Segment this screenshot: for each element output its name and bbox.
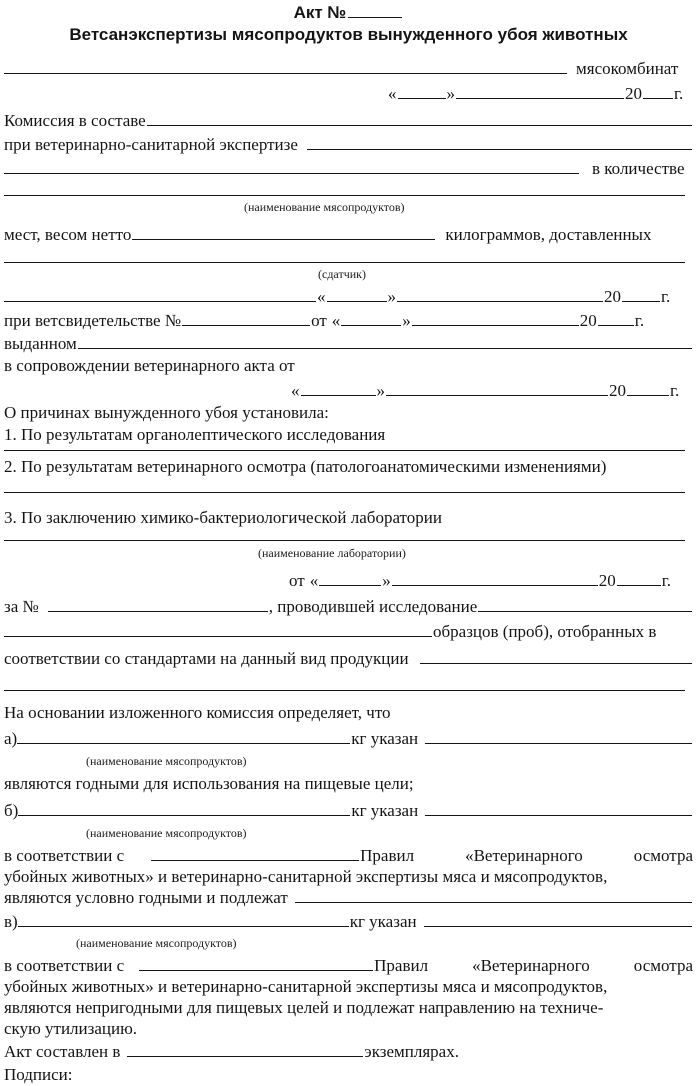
date-year-suffix: г.: [661, 571, 672, 590]
date-close-quote: »: [446, 84, 455, 103]
standards-field[interactable]: [420, 663, 692, 664]
certificate-date-day-field[interactable]: [341, 325, 401, 326]
drawn-up-row: [4, 1041, 693, 1063]
date-open-quote: «: [309, 571, 319, 590]
samples-label: образцов (проб), отобранных в: [433, 622, 657, 641]
act-date-month-field[interactable]: [456, 98, 624, 99]
rules-cont-c-row: [4, 976, 693, 998]
rules-start-label: Правил «Ветеринарного осмотра: [360, 846, 693, 865]
meat-plant-row: [4, 58, 693, 80]
caption-products-3: (наименование мясопродуктов): [86, 826, 247, 840]
item1-row: [4, 424, 693, 446]
commission-field[interactable]: [147, 125, 692, 126]
conditional-label: являются условно годными и подлежат: [4, 888, 288, 907]
vet-act-date-year-field[interactable]: [627, 395, 669, 396]
basis-row: [4, 702, 693, 724]
item1-label: 1. По результатам органолептического исследования: [4, 425, 386, 444]
decision-a-row: [4, 728, 693, 750]
issued-label: выданном: [4, 334, 77, 353]
decision-a-label: а): [4, 729, 18, 748]
rules-start-label: Правил «Ветеринарного осмотра: [374, 956, 693, 975]
sender-date-day-field[interactable]: [327, 301, 387, 302]
date-open-quote: «: [388, 84, 397, 103]
unfit-row: [4, 997, 693, 1019]
copies-label: экземплярах.: [364, 1042, 459, 1061]
date-year-suffix: г.: [661, 287, 671, 306]
signatures-row: [4, 1064, 693, 1086]
item2-label: 2. По результатам ветеринарного осмотра (патологоанатомическими изменениями): [4, 457, 607, 476]
weight-row: [4, 224, 693, 246]
decision-b-rules-field[interactable]: [151, 860, 359, 861]
products-field[interactable]: [4, 195, 685, 196]
research-field[interactable]: [478, 611, 692, 612]
commission-row: [4, 110, 693, 132]
rules-cont-label: убойных животных» и ветеринарно-санитарной экспертизы мяса и мясопродуктов,: [4, 977, 608, 996]
unfit-label: являются непригодными для пищевых целей и подлежат направлению на техниче-: [4, 998, 604, 1017]
meat-plant-field[interactable]: [4, 73, 567, 74]
meat-plant-label: мясокомбинат: [576, 59, 679, 78]
caption-products-4: (наименование мясопродуктов): [76, 936, 237, 950]
caption-products-1: (наименование мясопродуктов): [244, 200, 405, 214]
certificate-label: при ветсвидетельстве №: [4, 311, 182, 330]
in-accordance-label: в соответствии с: [4, 846, 125, 865]
quantity-label: в количестве: [592, 159, 685, 178]
from-label: от: [289, 571, 305, 590]
date-year-prefix: 20: [598, 571, 616, 590]
lab-number-field[interactable]: [48, 611, 268, 612]
sender-field[interactable]: [4, 262, 685, 263]
reasons-heading: О причинах вынужденного убоя установила:: [4, 403, 329, 422]
lab-name-field[interactable]: [4, 540, 685, 541]
accordance-b-row: [4, 845, 693, 867]
certificate-date-year-field[interactable]: [598, 325, 634, 326]
certificate-row: [4, 310, 693, 332]
utilization-label: скую утилизацию.: [4, 1019, 138, 1038]
kg-indicated-label: кг указан: [349, 912, 417, 931]
date-close-quote: »: [376, 381, 385, 400]
vet-act-date-day-field[interactable]: [301, 395, 376, 396]
in-accordance-label: в соответствии с: [4, 956, 125, 975]
act-date-day-field[interactable]: [398, 98, 446, 99]
samples-row: [4, 621, 693, 643]
conditional-row: [4, 887, 693, 909]
decision-c-row: [4, 911, 693, 933]
act-title: Акт №: [293, 3, 347, 22]
standards-label: соответствии со стандартами на данный вид продукции: [4, 649, 409, 668]
sender-date-month-field[interactable]: [397, 301, 603, 302]
conducted-label: , проводившей исследование: [268, 597, 478, 616]
conditional-field[interactable]: [295, 902, 692, 903]
quantity-field[interactable]: [4, 173, 579, 174]
date-year-suffix: г.: [670, 381, 680, 400]
quantity-row: [4, 158, 693, 180]
act-title-line: [0, 3, 697, 23]
item3-label: 3. По заключению химико-бактериологической лаборатории: [4, 508, 442, 527]
fit-label: являются годными для использования на пищевые цели;: [4, 774, 414, 793]
date-open-quote: «: [317, 287, 326, 306]
reasons-row: [4, 402, 693, 424]
date-close-quote: »: [402, 311, 411, 330]
standards-row: [4, 648, 693, 670]
issued-field[interactable]: [78, 348, 692, 349]
commission-label: Комиссия в составе: [4, 111, 146, 130]
date-year-prefix: 20: [625, 84, 642, 103]
expertise-label: при ветеринарно-санитарной экспертизе: [4, 135, 298, 154]
signatures-label: Подписи:: [4, 1065, 73, 1084]
lab-date-day-field[interactable]: [319, 585, 381, 586]
lab-date-row: [4, 570, 693, 592]
caption-products-2: (наименование мясопродуктов): [86, 754, 247, 768]
accompany-row: [4, 355, 693, 377]
date-year-suffix: г.: [674, 84, 684, 103]
rules-cont-label: убойных животных» и ветеринарно-санитарной экспертизы мяса и мясопродуктов,: [4, 867, 608, 886]
act-date-row: [4, 83, 693, 105]
drawn-up-label: Акт составлен в: [4, 1042, 121, 1061]
basis-label: На основании изложенного комиссия определяет, что: [4, 703, 391, 722]
from-label: от: [311, 311, 327, 330]
caption-sender: (сдатчик): [318, 267, 366, 281]
sender-date-year-field[interactable]: [622, 301, 660, 302]
item2-field[interactable]: [4, 492, 685, 493]
act-date-year-field[interactable]: [643, 98, 673, 99]
act-subtitle: Ветсанэкспертизы мясопродуктов вынужденного убоя животных: [69, 25, 628, 44]
date-year-prefix: 20: [609, 381, 626, 400]
date-close-quote: »: [387, 287, 396, 306]
date-close-quote: »: [382, 571, 391, 590]
utilization-row: [4, 1018, 693, 1040]
vet-act-date-month-field[interactable]: [386, 395, 608, 396]
decision-a-products-field[interactable]: [17, 743, 350, 744]
date-open-quote: «: [291, 381, 300, 400]
lab-date-year-field[interactable]: [617, 585, 661, 586]
decision-a-kg-field[interactable]: [425, 743, 692, 744]
accompany-date-row: [4, 380, 693, 402]
sender-name-extra-field[interactable]: [4, 301, 316, 302]
standards-field-2[interactable]: [4, 690, 685, 691]
act-number-field[interactable]: [348, 17, 402, 18]
kg-indicated-label: кг указан: [351, 729, 419, 748]
date-year-prefix: 20: [604, 287, 621, 306]
samples-count-field[interactable]: [4, 636, 432, 637]
date-year-suffix: г.: [634, 311, 645, 330]
lab-date-month-field[interactable]: [392, 585, 598, 586]
caption-lab: (наименование лаборатории): [258, 546, 406, 560]
decision-b-kg-field[interactable]: [425, 815, 692, 816]
fit-row: [4, 773, 693, 795]
accompany-label: в сопровождении ветеринарного акта от: [4, 356, 295, 375]
certificate-date-month-field[interactable]: [412, 325, 579, 326]
issued-row: [4, 333, 693, 355]
decision-c-label: в): [4, 912, 18, 931]
rules-cont-b-row: [4, 866, 693, 888]
decision-b-products-field[interactable]: [18, 815, 350, 816]
lab-number-row: [4, 596, 693, 618]
decision-b-label: б): [4, 801, 19, 820]
for-number-label: за №: [4, 597, 39, 616]
expertise-row: [4, 134, 693, 156]
date-open-quote: «: [331, 311, 341, 330]
weight-field[interactable]: [132, 239, 435, 240]
weight-label: мест, весом нетто: [4, 225, 132, 244]
date-year-prefix: 20: [579, 311, 597, 330]
kg-indicated-label: кг указан: [351, 801, 419, 820]
accordance-c-row: [4, 955, 693, 977]
delivered-label: килограммов, доставленных: [445, 225, 652, 244]
item2-row: [4, 456, 693, 478]
decision-c-products-field[interactable]: [18, 926, 349, 927]
decision-c-rules-field[interactable]: [139, 970, 373, 971]
sender-date-row: [4, 286, 693, 308]
decision-b-row: [4, 800, 693, 822]
item3-row: [4, 507, 693, 529]
certificate-number-field[interactable]: [182, 325, 310, 326]
decision-c-kg-field[interactable]: [424, 926, 692, 927]
copies-count-field[interactable]: [127, 1056, 363, 1057]
item1-field[interactable]: [4, 450, 685, 451]
expertise-field[interactable]: [307, 149, 692, 150]
